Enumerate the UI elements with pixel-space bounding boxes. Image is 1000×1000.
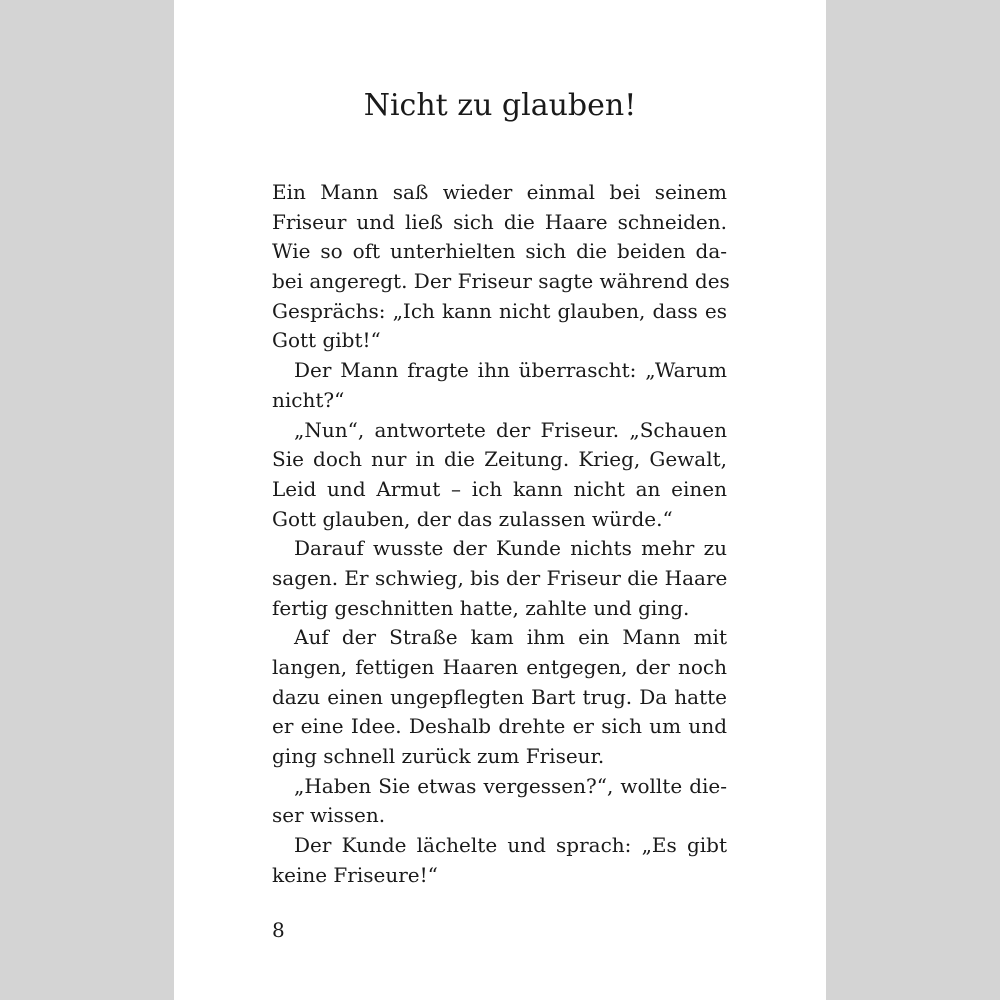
page-number: 8 bbox=[272, 918, 285, 942]
text-line: nicht?“ bbox=[272, 387, 345, 412]
text-line: „Nun“, antwortete der Friseur. „Schauen bbox=[294, 417, 727, 442]
text-line: Wie so oft unterhielten sich die beiden da- bbox=[272, 239, 727, 264]
text-line: Leid und Armut – ich kann nicht an einen bbox=[272, 476, 727, 501]
book-page bbox=[174, 0, 826, 1000]
text-line: langen, fettigen Haaren entgegen, der noch bbox=[272, 655, 727, 679]
text-line: Gott glauben, der das zulassen würde.“ bbox=[272, 506, 673, 531]
text-line: er eine Idee. Deshalb drehte er sich um und bbox=[272, 714, 727, 739]
text-line: bei angeregt. Der Friseur sagte während des bbox=[272, 269, 730, 294]
text-line: Gott gibt!“ bbox=[272, 328, 381, 353]
text-line: Der Mann fragte ihn überrascht: „Warum bbox=[294, 358, 727, 383]
text-line: Gesprächs: „Ich kann nicht glauben, dass es bbox=[272, 298, 727, 323]
text-line: dazu einen ungepflegten Bart trug. Da hatte bbox=[272, 684, 727, 709]
text-line: fertig geschnitten hatte, zahlte und ging. bbox=[272, 595, 690, 620]
text-line: Der Kunde lächelte und sprach: „Es gibt bbox=[294, 833, 727, 858]
text-line: Auf der Straße kam ihm ein Mann mit bbox=[294, 625, 727, 650]
text-line: ging schnell zurück zum Friseur. bbox=[272, 744, 605, 769]
text-line: sagen. Er schwieg, bis der Friseur die Haare bbox=[272, 565, 728, 590]
text-line: Ein Mann saß wieder einmal bei seinem bbox=[272, 180, 727, 204]
text-line: Sie doch nur in die Zeitung. Krieg, Gewalt, bbox=[272, 447, 727, 472]
text-line: Friseur und ließ sich die Haare schneiden. bbox=[272, 209, 727, 234]
text-line: Darauf wusste der Kunde nichts mehr zu bbox=[294, 536, 727, 561]
story-text bbox=[272, 178, 730, 891]
page-title: Nicht zu glauben! bbox=[363, 88, 637, 123]
text-line: keine Friseure!“ bbox=[272, 862, 438, 887]
text-line: ser wissen. bbox=[272, 803, 386, 828]
text-line: „Haben Sie etwas vergessen?“, wollte die- bbox=[294, 773, 727, 798]
